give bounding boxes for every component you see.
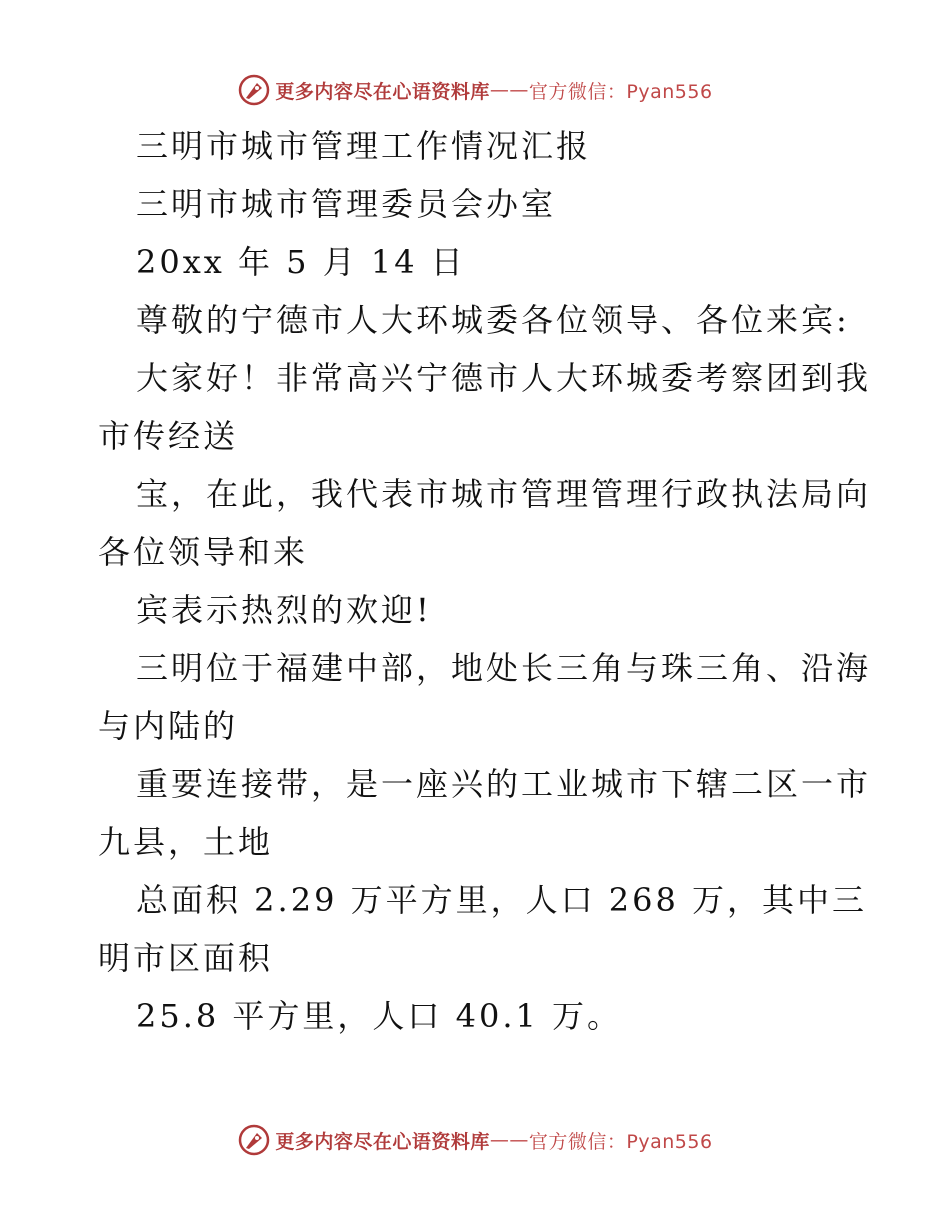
salutation: 尊敬的宁德市人大环城委各位领导、各位来宾: xyxy=(136,301,850,339)
pen-nib-logo-icon xyxy=(237,1123,271,1157)
paragraph-line: 25.8 平方里，人口 40.1 万。 xyxy=(136,997,623,1035)
document-date: 20xx 年 5 月 14 日 xyxy=(136,243,466,281)
footer-watermark xyxy=(0,1120,950,1160)
paragraph-line: 大家好！非常高兴宁德市人大环城委考察团到我 xyxy=(136,359,872,397)
paragraph-line: 各位领导和来 xyxy=(98,533,309,571)
watermark-contact: 官方微信：Pyan556 xyxy=(528,80,713,103)
document-issuer: 三明市城市管理委员会办室 xyxy=(136,185,557,223)
watermark-contact: 官方微信：Pyan556 xyxy=(528,1130,713,1153)
paragraph-line: 三明位于福建中部，地处长三角与珠三角、沿海 xyxy=(136,649,872,687)
paragraph-line: 九县，土地 xyxy=(98,823,274,861)
paragraph-line: 总面积 2.29 万平方里，人口 268 万，其中三 xyxy=(136,881,868,919)
watermark-text: 更多内容尽在心语资料库 xyxy=(275,1130,490,1153)
paragraph-line: 市传经送 xyxy=(98,417,239,455)
document-title: 三明市城市管理工作情况汇报 xyxy=(136,127,592,165)
paragraph-line: 明市区面积 xyxy=(98,939,274,977)
pen-nib-logo-icon xyxy=(237,73,271,107)
document-body xyxy=(98,117,872,1045)
paragraph-line: 宝，在此，我代表市城市管理管理行政执法局向 xyxy=(136,475,872,513)
watermark-text: 更多内容尽在心语资料库 xyxy=(275,80,490,103)
watermark-separator: —— xyxy=(489,79,529,101)
paragraph-line: 宾表示热烈的欢迎! xyxy=(136,591,432,629)
watermark-separator: —— xyxy=(489,1129,529,1151)
header-watermark xyxy=(0,70,950,110)
paragraph-line: 重要连接带，是一座兴的工业城市下辖二区一市 xyxy=(136,765,872,803)
paragraph-line: 与内陆的 xyxy=(98,707,239,745)
